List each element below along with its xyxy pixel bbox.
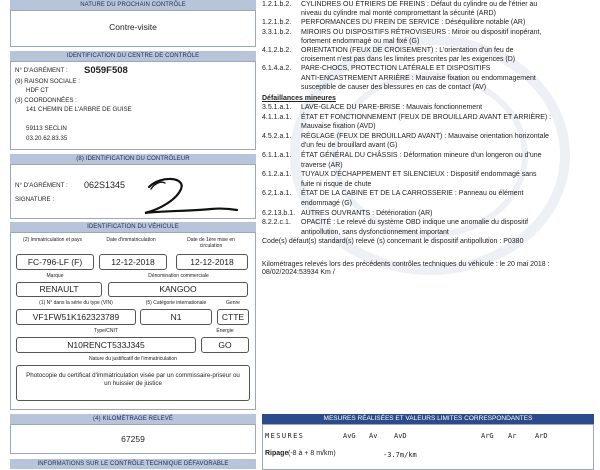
minor-defects-title: Défaillances mineures <box>262 95 336 102</box>
measures-title: MESURES <box>265 432 305 440</box>
cap-reg-date: Date d'immatriculation <box>106 237 156 243</box>
defect-text: croisement n'est pas dans les limites prescrites par les exigences (D) <box>301 56 516 64</box>
defect-code: 6.1.4.a.2. <box>262 65 292 73</box>
defect-code: 6.2.13.b.1. <box>262 209 296 217</box>
category-field: N1 <box>140 309 212 325</box>
next-control-block <box>10 10 256 47</box>
center-header: IDENTIFICATION DU CENTRE DE CONTRÔLE <box>10 51 256 61</box>
coord-label: (3) COORDONNÉES : <box>15 97 77 104</box>
defect-code: 4.1.2.b.2. <box>262 47 292 54</box>
cap-vin: (1) N° dans la série du type (VIN) <box>39 300 113 306</box>
signature-label: SIGNATURE : <box>15 196 55 203</box>
type-field: N10RENCT533J345 <box>16 337 196 353</box>
measures-block <box>262 424 594 470</box>
measures-col-avd: AvD <box>394 432 407 440</box>
defect-text: CYLINDRES OU ÉTRIERS DE FREINS : Défaut du cylindre ou de l'étrier au <box>301 1 538 8</box>
km-note-1: Kilométrages relevés lors des précédents contrôles techniques du véhicule : le 20 mai 2018 : <box>262 261 550 268</box>
measures-header: MESURES RÉALISÉES ET VALEURS LIMITES CORRESPONDANTES <box>262 414 594 424</box>
km-note-2: 08/02/2024:53934 Km / <box>262 269 335 276</box>
defect-text: endommagé (G) <box>301 200 352 207</box>
cap-category: (5) Catégorie internationale <box>145 300 207 306</box>
defect-text: PARE-CHOCS, PROTECTION LATÉRALE ET DISPOSITIFS <box>301 65 491 73</box>
defect-code: 6.1.2.a.1. <box>262 171 292 179</box>
controller-agreement-label: N° D'AGRÉMENT : <box>15 182 68 189</box>
measures-col-avg: AvG <box>343 432 356 440</box>
controller-header: (8) IDENTIFICATION DU CONTRÔLEUR <box>10 154 256 164</box>
signature-image <box>131 169 241 219</box>
cap-type: Type/CNIT <box>94 328 118 334</box>
address-line-2: 59113 SECLIN <box>26 125 67 132</box>
defect-text: ORIENTATION (FEUX DE CROISEMENT) : L'orientation d'un feu de <box>301 47 514 54</box>
mileage-header: (4) KILOMÉTRAGE RELEVÉ <box>10 414 256 424</box>
next-control-header: NATURE DU PROCHAIN CONTRÔLE <box>10 0 256 10</box>
defect-text: antipollution, sans dysfonctionnement important <box>301 228 449 236</box>
energy-field: GO <box>201 337 249 353</box>
defect-code: 3.3.1.b.2. <box>262 28 292 36</box>
defect-code: 8.2.2.c.1. <box>262 219 291 227</box>
defect-code: 3.5.1.a.1. <box>262 104 292 111</box>
controller-agreement-value: 062S1345 <box>84 180 126 190</box>
cap-doc: Nature du justificatif de l'immatriculation <box>89 356 177 362</box>
raison-value: HDF CT <box>26 87 49 94</box>
cap-commercial: Dénomination commerciale <box>148 273 209 279</box>
defect-text: MIROIRS OU DISPOSITIFS RÉTROVISEURS : Miroir ou dispositif inopérant, <box>301 28 542 36</box>
defects-panel <box>262 0 594 412</box>
defect-text: ANTI-ENCASTREMENT ARRIÈRE : Mauvaise fixation ou endommagement <box>301 74 536 82</box>
defect-text: Code(s) défaut(s) standard(s) relevé (s) concernant le dispositif antipollution : P0380 <box>262 238 524 246</box>
defect-text: Mauvaise fixation (AVD) <box>301 123 376 131</box>
vehicle-header: IDENTIFICATION DU VÉHICULE <box>10 222 256 232</box>
ripage-limit: (-8 à + 8 m/km) <box>288 450 336 457</box>
center-block <box>10 61 256 150</box>
defect-text: LAVE-GLACE DU PARE-BRISE : Mauvais fonctionnement <box>301 104 483 111</box>
measures-col-av: Av <box>369 432 378 440</box>
defect-code: 1.2.1.b.2. <box>262 19 292 27</box>
measures-col-ard: ArD <box>535 432 548 440</box>
center-agreement-label: N° D'AGRÉMENT : <box>15 67 68 74</box>
controller-block <box>10 164 256 219</box>
defect-code: 1.2.1.b.2. <box>262 1 292 8</box>
phone: 03.20.62.83.35 <box>26 135 68 142</box>
vehicle-block <box>10 232 256 410</box>
defect-text: PERFORMANCES DU FREIN DE SERVICE : Déséquilibre notable (AR) <box>301 19 526 27</box>
defect-text: susceptible de causer des blessures en cas de contact (AV) <box>301 83 487 91</box>
ripage-label: Ripage <box>265 450 289 457</box>
commercial-field: KANGOO <box>108 282 248 297</box>
defect-code: 6.2.1.a.1. <box>262 190 292 198</box>
vin-field: VF1FW51K162323789 <box>16 309 136 325</box>
defect-text: fortement endommagé ou mal fixé (G) <box>301 37 420 45</box>
first-circ-field: 12-12-2018 <box>176 254 248 270</box>
registration-field: FC-796-LF (F) <box>16 254 94 270</box>
defect-text: ÉTAT DE LA CABINE ET DE LA CARROSSERIE : Panneau ou élément <box>301 190 524 198</box>
defect-text: d'un feu de brouillard avant (G) <box>301 142 398 150</box>
defect-text: ÉTAT GÉNÉRAL DU CHÂSSIS : Déformation mineure d'un longeron ou d'une <box>301 152 542 159</box>
cap-first-circ: Date de 1ère mise en circulation <box>187 237 235 249</box>
cap-registration: (2) Immatriculation et pays <box>23 237 82 243</box>
defect-code: 4.5.2.a.1. <box>262 132 292 140</box>
defect-text: TUYAUX D'ÉCHAPPEMENT ET SILENCIEUX : Dispositif endommagé sans <box>301 171 537 179</box>
defect-text: ÉTAT ET FONCTIONNEMENT (FEUX DE BROUILLARD AVANT ET ARRIÈRE) : <box>301 113 552 121</box>
cap-genre: Genre <box>226 300 240 306</box>
raison-label: (9) RAISON SOCIALE : <box>15 78 80 85</box>
defect-text: niveau du cylindre mal monté compromettant la sécurité (ARD) <box>301 10 496 18</box>
defect-code: 6.1.1.a.1. <box>262 152 292 159</box>
defect-text: RÉGLAGE (FEUX DE BROUILLARD AVANT) : Mauvaise orientation horizontale <box>301 132 549 140</box>
doc-field: Photocopie du certificat d'immatriculation visée par un commissaire-priseur ou un huissier de justice <box>16 365 250 401</box>
next-control-value: Contre-visite <box>109 22 157 32</box>
reg-date-field: 12-12-2018 <box>99 254 167 270</box>
defect-code: 4.1.1.a.1. <box>262 113 292 121</box>
cap-energy: Énergie <box>216 328 234 334</box>
measures-col-arg: ArG <box>481 432 494 440</box>
measures-col-ar: Ar <box>508 432 517 440</box>
defect-text: traverse (AR) <box>301 161 343 169</box>
defect-text: OPACITÉ : Le relevé du système OBD indique une anomalie du dispositif <box>301 219 529 227</box>
mileage-value: 67259 <box>121 434 145 444</box>
brand-field: RENAULT <box>16 282 102 297</box>
unfavorable-info-header: INFORMATIONS SUR LE CONTRÔLE TECHNIQUE DÉFAVORABLE <box>10 459 256 469</box>
ripage-value: -3.7m/km <box>383 451 417 459</box>
genre-field: CTTE <box>217 309 249 325</box>
defect-text: fuite ni risque de chute <box>301 180 372 188</box>
center-agreement-value: S059F508 <box>84 65 128 76</box>
cap-brand: Marque <box>46 273 64 279</box>
defect-text: AUTRES OUVRANTS : Détérioration (AR) <box>301 209 433 217</box>
mileage-block <box>10 424 256 454</box>
address-line-1: 141 CHEMIN DE L'ARBRE DE GUISE <box>26 106 132 113</box>
